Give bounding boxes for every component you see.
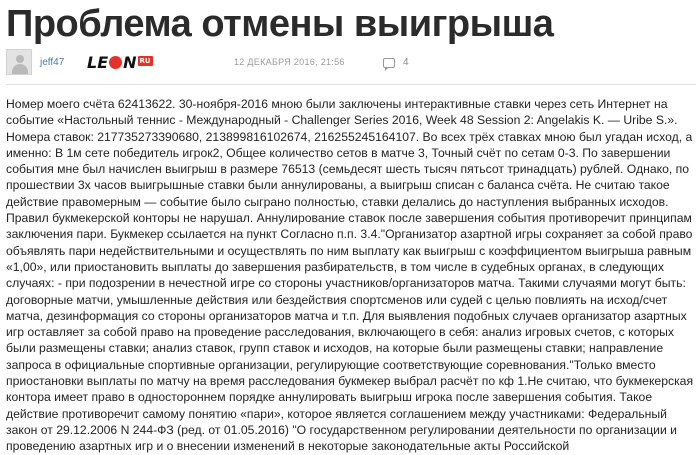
comments-count[interactable]: 4 [403,57,409,68]
author-link[interactable]: jeff47 [40,57,65,68]
article-meta [6,49,696,77]
post-date: 12 ДЕКАБРЯ 2016, 21:56 [234,57,345,67]
comments-icon[interactable] [383,58,395,68]
avatar[interactable] [6,49,32,75]
meta-divider [6,84,696,85]
logo-ball-icon [109,56,122,69]
bookmaker-logo[interactable] [87,54,153,72]
avatar-body-shape [12,64,28,74]
page-title: Проблема отмены выигрыша [6,3,554,45]
logo-suffix: RU [139,57,151,65]
article-body: Номер моего счёта 62413622. 30-ноября-2016 мною были заключены интерактивные ставки через сеть Интернет на событие «Настольный теннис - Международный - Challenger Series 2016, Week 48 Session 2: Angelakis K. — Uribe S.». Номера ставок: 217735273390680, 213899816102674, 216255245164107. Во всех трёх ставках мною был угадан исход, а именно: В 1м сете победитель игрок2, Общее количество сетов в матче 3, Точный счёт по сетам 0-3. По завершении события мне был начислен выигрыш в размере 76513 (семьдесят шесть тысяч пятьсот тринадцать) рублей. Однако, по прошествии 3х часов выигрышные ставки были аннулированы, а выигрыш списан с баланса счёта. Не считаю такое действие правомерным — событие было сыграно полностью, ставки делались до наступления выбранных исходов. Правил букмекерской конторы не нарушал. Аннулирование ставок после завершения события противоречит принципам заключения пари. Букмекер ссылается на пункт Согласно п.п. 3.4."Организатор азартной игры сохраняет за собой право объявлять пари недействительными и осуществлять по ним выплату как выигрыш с коэффициентом выигрыша равным «1,00», или приостановить выплаты до завершения разбирательств, в том числе в судебных органах, в следующих случаях: - при подозрении в нечестной игре со стороны участников/организаторов матча. Такими случаями могут быть: договорные матчи, умышленные действия или бездействия спортсменов или судей с целью повлиять на исход/счет матча, дезинформация со стороны организаторов матча и т.п. Для выявления подобных случаев организатор азартных игр оставляет за собой право на проведение расследования, включающего в себя: анализ игровых счетов, с которых были размещены ставки; анализ ставок, групп ставок и исходов, на которые были размещены ставки; направление запроса в официальные спортивные организации, регулирующие соответствующие соревнования."Только вместо приостановки выплаты по матчу на время расследования букмекер выбрал расчёт по кф 1.Не считаю, что букмекерская контора имеет право в одностороннем порядке аннулировать выигрыш игрока после завершения события. Такое действие противоречит самому понятию «пари», которое является соглашением между участниками: Федеральный закон от 29.12.2006 N 244-ФЗ (ред. от 01.05.2016) "О государственном регулировании деятельности по организации и проведению азартных игр и о внесении изменений в некоторые законодательные акты Российской [6,97,694,454]
avatar-head-shape [16,55,24,63]
logo-text-pre: LE [87,53,109,72]
logo-text-post: N [123,53,137,72]
